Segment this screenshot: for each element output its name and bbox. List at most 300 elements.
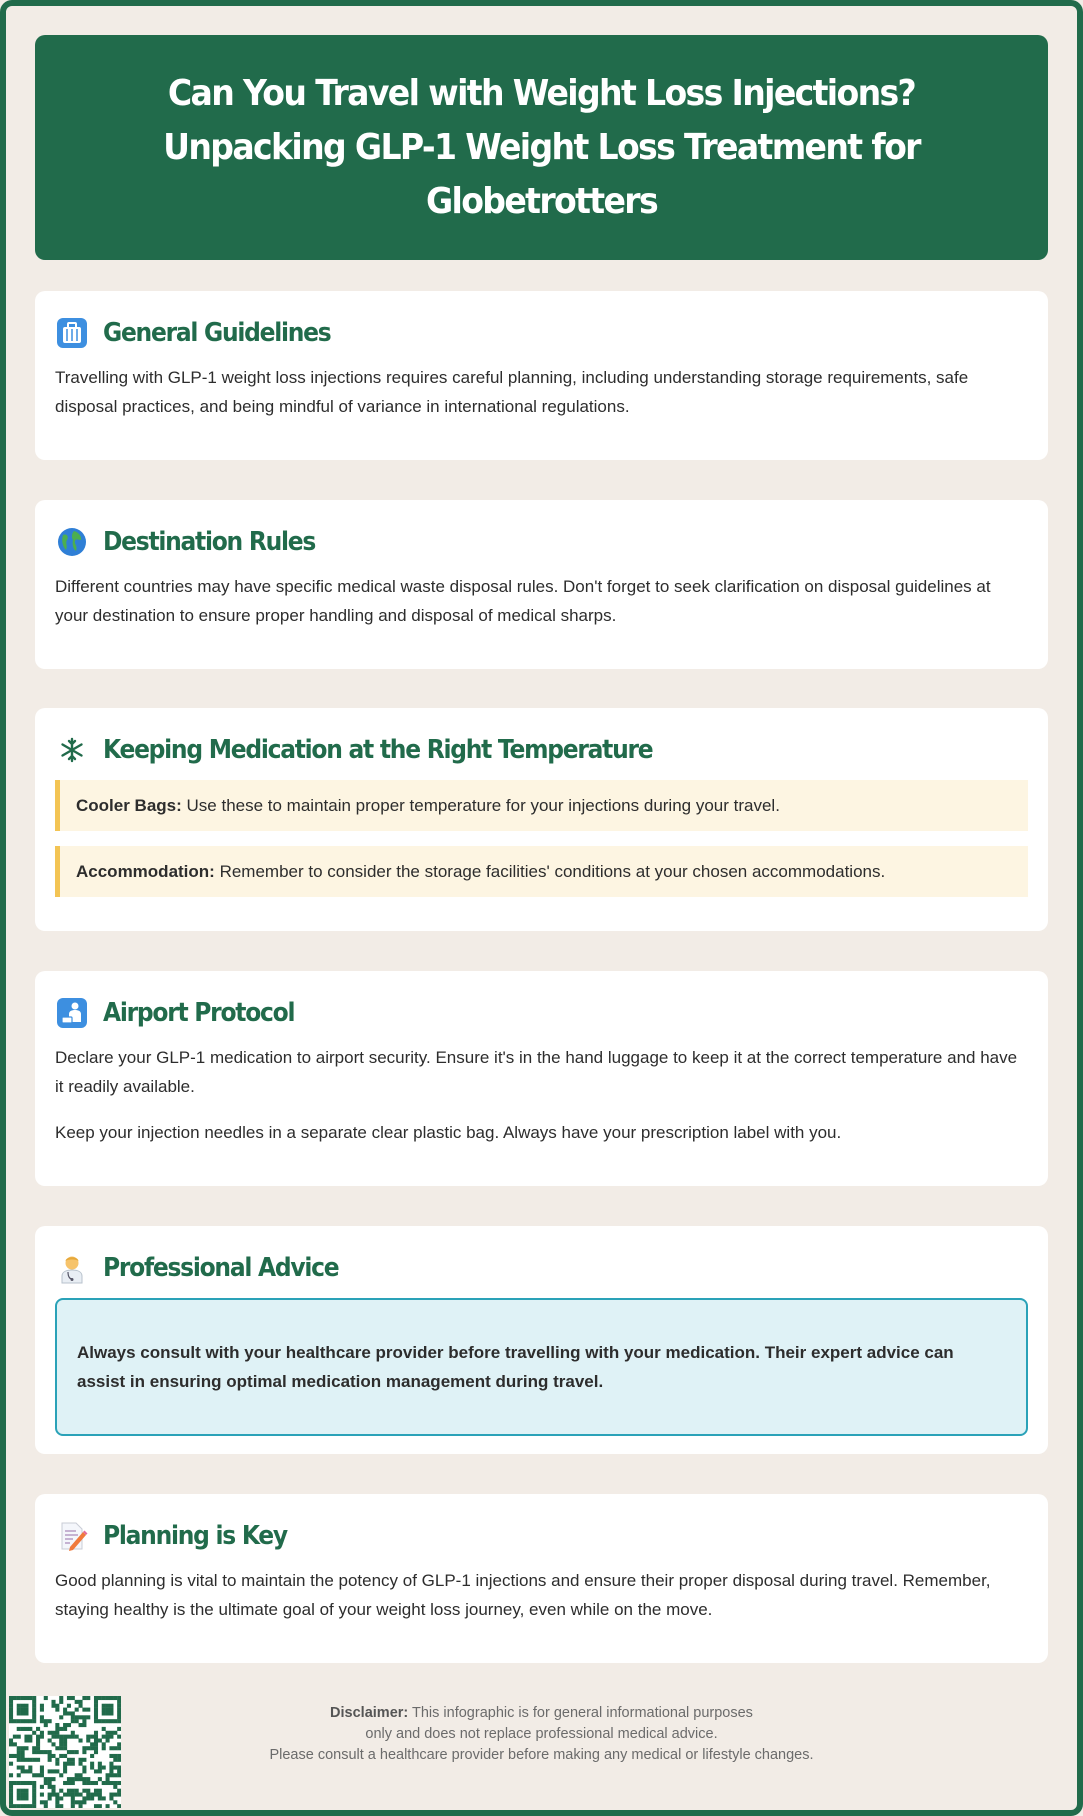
qr-module: [109, 1719, 113, 1723]
qr-module: [98, 1762, 102, 1766]
qr-module: [79, 1804, 83, 1808]
qr-module: [109, 1796, 113, 1800]
qr-module: [79, 1773, 83, 1777]
section-airport-protocol: [35, 971, 1048, 1186]
qr-module: [67, 1762, 71, 1766]
qr-module: [109, 1773, 113, 1777]
qr-module: [17, 1789, 21, 1793]
qr-module: [109, 1735, 113, 1739]
qr-module: [94, 1700, 98, 1704]
qr-module: [40, 1750, 44, 1754]
qr-module: [94, 1781, 98, 1785]
qr-module: [67, 1735, 71, 1739]
qr-module: [17, 1754, 21, 1758]
qr-module: [63, 1735, 67, 1739]
qr-module: [9, 1785, 13, 1789]
qr-module: [90, 1746, 94, 1750]
qr-module: [21, 1754, 25, 1758]
qr-module: [44, 1723, 48, 1727]
qr-module: [113, 1766, 117, 1770]
qr-module: [44, 1777, 48, 1781]
qr-module: [9, 1796, 13, 1800]
qr-module: [9, 1800, 13, 1804]
qr-module: [75, 1750, 79, 1754]
qr-module: [67, 1723, 71, 1727]
qr-module: [9, 1773, 13, 1777]
qr-module: [67, 1789, 71, 1793]
qr-module: [109, 1762, 113, 1766]
qr-module: [71, 1762, 75, 1766]
qr-module: [94, 1715, 98, 1719]
qr-module: [94, 1742, 98, 1746]
qr-module: [44, 1804, 48, 1808]
qr-module: [106, 1731, 110, 1735]
qr-module: [113, 1696, 117, 1700]
qr-module: [32, 1704, 36, 1708]
qr-module: [98, 1766, 102, 1770]
qr-module: [113, 1773, 117, 1777]
qr-module: [32, 1789, 36, 1793]
tip-text: Remember to consider the storage facilities' conditions at your chosen accommodations.: [214, 862, 886, 881]
qr-module: [94, 1789, 98, 1793]
qr-module: [63, 1754, 67, 1758]
qr-module: [21, 1704, 25, 1708]
qr-module: [86, 1777, 90, 1781]
qr-module: [17, 1719, 21, 1723]
qr-module: [71, 1719, 75, 1723]
qr-module: [82, 1800, 86, 1804]
qr-module: [63, 1708, 67, 1712]
qr-module: [55, 1746, 59, 1750]
section-title: Professional Advice: [103, 1253, 339, 1283]
qr-module: [51, 1742, 55, 1746]
qr-module: [9, 1704, 13, 1708]
qr-module: [79, 1715, 83, 1719]
qr-module: [86, 1738, 90, 1742]
qr-module: [28, 1735, 32, 1739]
qr-module: [109, 1781, 113, 1785]
qr-module: [102, 1696, 106, 1700]
section-title: Airport Protocol: [103, 998, 295, 1028]
qr-module: [113, 1731, 117, 1735]
qr-module: [32, 1773, 36, 1777]
qr-module: [21, 1727, 25, 1731]
qr-module: [82, 1796, 86, 1800]
qr-module: [102, 1708, 106, 1712]
qr-module: [82, 1769, 86, 1773]
qr-module: [55, 1731, 59, 1735]
qr-module: [36, 1746, 40, 1750]
qr-module: [106, 1708, 110, 1712]
qr-module: [90, 1766, 94, 1770]
qr-module: [24, 1789, 28, 1793]
qr-module: [48, 1758, 52, 1762]
section-planning: [35, 1494, 1048, 1663]
qr-module: [94, 1719, 98, 1723]
qr-module: [21, 1696, 25, 1700]
qr-module: [55, 1735, 59, 1739]
qr-module: [32, 1700, 36, 1704]
qr-module: [21, 1758, 25, 1762]
qr-module: [9, 1754, 13, 1758]
qr-module: [17, 1735, 21, 1739]
qr-module: [17, 1750, 21, 1754]
qr-module: [71, 1715, 75, 1719]
qr-module: [51, 1704, 55, 1708]
section-professional-advice: [35, 1226, 1048, 1454]
qr-module: [55, 1708, 59, 1712]
qr-module: [67, 1781, 71, 1785]
qr-module: [94, 1793, 98, 1797]
qr-module: [40, 1766, 44, 1770]
qr-module: [32, 1800, 36, 1804]
qr-module: [106, 1711, 110, 1715]
qr-module: [13, 1781, 17, 1785]
qr-module: [98, 1777, 102, 1781]
qr-module: [21, 1711, 25, 1715]
qr-module: [94, 1708, 98, 1712]
disclaimer-label: Disclaimer:: [330, 1705, 409, 1721]
disclaimer-line-3: Please consult a healthcare provider before making any medical or lifestyle changes.: [269, 1747, 814, 1763]
section-text: Good planning is vital to maintain the potency of GLP-1 injections and ensure their proper disposal during travel. Remember, staying healthy is the ultimate goal of your weight loss journey, even while on the move.: [55, 1571, 991, 1619]
qr-module: [106, 1704, 110, 1708]
qr-module: [32, 1711, 36, 1715]
qr-module: [75, 1777, 79, 1781]
snowflake-icon: [55, 733, 89, 767]
qr-module: [48, 1785, 52, 1789]
qr-module: [24, 1719, 28, 1723]
qr-module: [67, 1704, 71, 1708]
tip-text: Use these to maintain proper temperature for your injections during your travel.: [181, 796, 780, 815]
qr-module: [59, 1696, 63, 1700]
qr-module: [59, 1727, 63, 1731]
qr-module: [9, 1781, 13, 1785]
qr-module: [113, 1785, 117, 1789]
qr-module: [82, 1708, 86, 1712]
qr-module: [98, 1793, 102, 1797]
qr-module: [71, 1793, 75, 1797]
qr-module: [59, 1700, 63, 1704]
qr-module: [59, 1746, 63, 1750]
qr-module: [28, 1769, 32, 1773]
qr-module: [9, 1715, 13, 1719]
qr-module: [82, 1750, 86, 1754]
qr-module: [82, 1696, 86, 1700]
qr-module: [13, 1804, 17, 1808]
qr-module: [24, 1711, 28, 1715]
qr-module: [9, 1742, 13, 1746]
qr-module: [71, 1777, 75, 1781]
qr-module: [106, 1696, 110, 1700]
qr-module: [55, 1793, 59, 1797]
qr-module: [17, 1727, 21, 1731]
qr-module: [75, 1700, 79, 1704]
qr-module: [63, 1738, 67, 1742]
qr-module: [44, 1750, 48, 1754]
qr-module: [44, 1696, 48, 1700]
qr-module: [24, 1696, 28, 1700]
qr-module: [90, 1762, 94, 1766]
qr-module: [55, 1804, 59, 1808]
qr-module: [79, 1723, 83, 1727]
qr-module: [40, 1800, 44, 1804]
qr-module: [9, 1793, 13, 1797]
qr-module: [21, 1781, 25, 1785]
qr-module: [75, 1793, 79, 1797]
qr-module: [21, 1708, 25, 1712]
qr-module: [36, 1773, 40, 1777]
qr-module: [75, 1800, 79, 1804]
qr-module: [17, 1708, 21, 1712]
qr-module: [21, 1746, 25, 1750]
qr-module: [32, 1746, 36, 1750]
qr-module: [109, 1769, 113, 1773]
qr-module: [94, 1731, 98, 1735]
qr-module: [98, 1769, 102, 1773]
qr-module: [63, 1793, 67, 1797]
qr-module: [113, 1793, 117, 1797]
qr-module: [32, 1708, 36, 1712]
qr-module: [13, 1742, 17, 1746]
qr-module: [67, 1793, 71, 1797]
qr-module: [63, 1766, 67, 1770]
qr-module: [48, 1796, 52, 1800]
qr-module: [117, 1766, 121, 1770]
qr-module: [48, 1769, 52, 1773]
qr-module: [67, 1711, 71, 1715]
section-title: Destination Rules: [103, 527, 316, 557]
qr-module: [48, 1750, 52, 1754]
qr-module: [102, 1719, 106, 1723]
qr-module: [90, 1742, 94, 1746]
qr-module: [36, 1727, 40, 1731]
qr-module: [63, 1746, 67, 1750]
qr-module: [113, 1800, 117, 1804]
qr-module: [9, 1696, 13, 1700]
qr-module: [109, 1711, 113, 1715]
qr-module: [51, 1754, 55, 1758]
qr-module: [117, 1735, 121, 1739]
qr-module: [55, 1769, 59, 1773]
section-title: Planning is Key: [103, 1521, 287, 1551]
qr-module: [109, 1754, 113, 1758]
qr-code: [9, 1696, 121, 1808]
qr-module: [48, 1793, 52, 1797]
qr-module: [51, 1789, 55, 1793]
luggage-icon: [55, 316, 89, 350]
qr-module: [106, 1777, 110, 1781]
qr-module: [28, 1758, 32, 1762]
qr-module: [75, 1719, 79, 1723]
qr-module: [86, 1746, 90, 1750]
qr-module: [55, 1796, 59, 1800]
qr-module: [32, 1758, 36, 1762]
qr-module: [32, 1715, 36, 1719]
qr-module: [86, 1796, 90, 1800]
section-general-guidelines: [35, 291, 1048, 460]
qr-module: [117, 1754, 121, 1758]
qr-module: [32, 1719, 36, 1723]
qr-module: [94, 1769, 98, 1773]
qr-module: [98, 1738, 102, 1742]
advice-callout: Always consult with your healthcare provider before travelling with your medication. Their expert advice can assist in ensuring optimal medication management during travel.: [55, 1298, 1028, 1436]
qr-module: [82, 1723, 86, 1727]
qr-module: [51, 1785, 55, 1789]
qr-module: [117, 1742, 121, 1746]
qr-module: [40, 1793, 44, 1797]
qr-module: [117, 1773, 121, 1777]
qr-module: [106, 1719, 110, 1723]
qr-module: [63, 1742, 67, 1746]
qr-module: [9, 1789, 13, 1793]
qr-module: [86, 1793, 90, 1797]
qr-module: [59, 1789, 63, 1793]
qr-module: [75, 1715, 79, 1719]
qr-module: [9, 1762, 13, 1766]
qr-module: [48, 1719, 52, 1723]
qr-module: [63, 1711, 67, 1715]
qr-module: [9, 1738, 13, 1742]
globe-icon: [55, 525, 89, 559]
qr-module: [17, 1758, 21, 1762]
qr-module: [40, 1704, 44, 1708]
qr-module: [75, 1735, 79, 1739]
qr-module: [55, 1762, 59, 1766]
qr-module: [113, 1781, 117, 1785]
disclaimer: [180, 1703, 903, 1766]
qr-module: [24, 1704, 28, 1708]
qr-module: [109, 1696, 113, 1700]
qr-module: [106, 1781, 110, 1785]
qr-module: [59, 1796, 63, 1800]
disclaimer-line-2: only and does not replace professional medical advice.: [365, 1726, 718, 1742]
qr-module: [102, 1735, 106, 1739]
qr-module: [102, 1727, 106, 1731]
qr-module: [94, 1696, 98, 1700]
qr-module: [102, 1742, 106, 1746]
qr-module: [55, 1800, 59, 1804]
qr-module: [17, 1704, 21, 1708]
qr-module: [98, 1789, 102, 1793]
qr-module: [82, 1719, 86, 1723]
qr-module: [21, 1719, 25, 1723]
qr-module: [24, 1781, 28, 1785]
tip-accommodation: [55, 846, 1028, 897]
qr-module: [106, 1804, 110, 1808]
qr-module: [13, 1754, 17, 1758]
section-destination-rules: [35, 500, 1048, 669]
section-text: Keep your injection needles in a separate clear plastic bag. Always have your prescription label with you.: [55, 1123, 842, 1142]
qr-module: [48, 1781, 52, 1785]
qr-module: [71, 1796, 75, 1800]
qr-module: [13, 1719, 17, 1723]
qr-module: [59, 1804, 63, 1808]
memo-icon: [55, 1519, 89, 1553]
qr-module: [71, 1758, 75, 1762]
qr-module: [86, 1708, 90, 1712]
qr-module: [113, 1719, 117, 1723]
qr-module: [9, 1711, 13, 1715]
qr-module: [109, 1708, 113, 1712]
qr-module: [90, 1754, 94, 1758]
tip-label: Cooler Bags:: [76, 796, 182, 815]
qr-module: [71, 1781, 75, 1785]
tip-label: Accommodation:: [76, 862, 215, 881]
qr-module: [40, 1708, 44, 1712]
qr-module: [71, 1800, 75, 1804]
qr-module: [79, 1738, 83, 1742]
qr-module: [9, 1708, 13, 1712]
qr-module: [32, 1781, 36, 1785]
qr-module: [17, 1804, 21, 1808]
qr-module: [106, 1773, 110, 1777]
qr-module: [59, 1738, 63, 1742]
qr-module: [98, 1796, 102, 1800]
qr-module: [59, 1773, 63, 1777]
qr-module: [17, 1796, 21, 1800]
qr-module: [24, 1738, 28, 1742]
qr-module: [36, 1742, 40, 1746]
qr-module: [51, 1769, 55, 1773]
qr-module: [117, 1746, 121, 1750]
qr-module: [75, 1789, 79, 1793]
qr-module: [79, 1800, 83, 1804]
qr-module: [13, 1696, 17, 1700]
tip-cooler-bags: [55, 780, 1028, 831]
qr-module: [17, 1781, 21, 1785]
page-title: Can You Travel with Weight Loss Injections? Unpacking GLP-1 Weight Loss Treatment for Globetrotters: [163, 72, 920, 222]
qr-module: [48, 1731, 52, 1735]
section-text: Declare your GLP-1 medication to airport security. Ensure it's in the hand luggage to keep it at the correct temperature and have it readily available.: [55, 1048, 1018, 1096]
qr-module: [98, 1719, 102, 1723]
qr-module: [21, 1789, 25, 1793]
qr-module: [113, 1746, 117, 1750]
qr-module: [109, 1793, 113, 1797]
qr-module: [32, 1793, 36, 1797]
qr-module: [82, 1789, 86, 1793]
qr-module: [17, 1766, 21, 1770]
qr-module: [102, 1746, 106, 1750]
qr-module: [40, 1785, 44, 1789]
qr-module: [79, 1700, 83, 1704]
qr-module: [117, 1789, 121, 1793]
qr-module: [98, 1696, 102, 1700]
qr-module: [36, 1758, 40, 1762]
section-title: General Guidelines: [103, 318, 331, 348]
qr-module: [102, 1704, 106, 1708]
qr-module: [44, 1800, 48, 1804]
section-text: Different countries may have specific medical waste disposal rules. Don't forget to seek clarification on disposal guidelines at your destination to ensure proper handling and disposal of medical sharps.: [55, 577, 991, 625]
qr-module: [24, 1769, 28, 1773]
qr-module: [82, 1746, 86, 1750]
qr-module: [117, 1704, 121, 1708]
qr-module: [36, 1738, 40, 1742]
qr-module: [94, 1711, 98, 1715]
qr-module: [51, 1735, 55, 1739]
qr-module: [90, 1735, 94, 1739]
qr-module: [94, 1738, 98, 1742]
qr-code-graphic: [9, 1696, 121, 1808]
health-worker-icon: [55, 1251, 89, 1285]
qr-module: [63, 1769, 67, 1773]
qr-module: [21, 1750, 25, 1754]
qr-module: [90, 1796, 94, 1800]
qr-module: [71, 1750, 75, 1754]
qr-module: [71, 1804, 75, 1808]
qr-module: [21, 1796, 25, 1800]
qr-module: [117, 1708, 121, 1712]
qr-module: [21, 1769, 25, 1773]
